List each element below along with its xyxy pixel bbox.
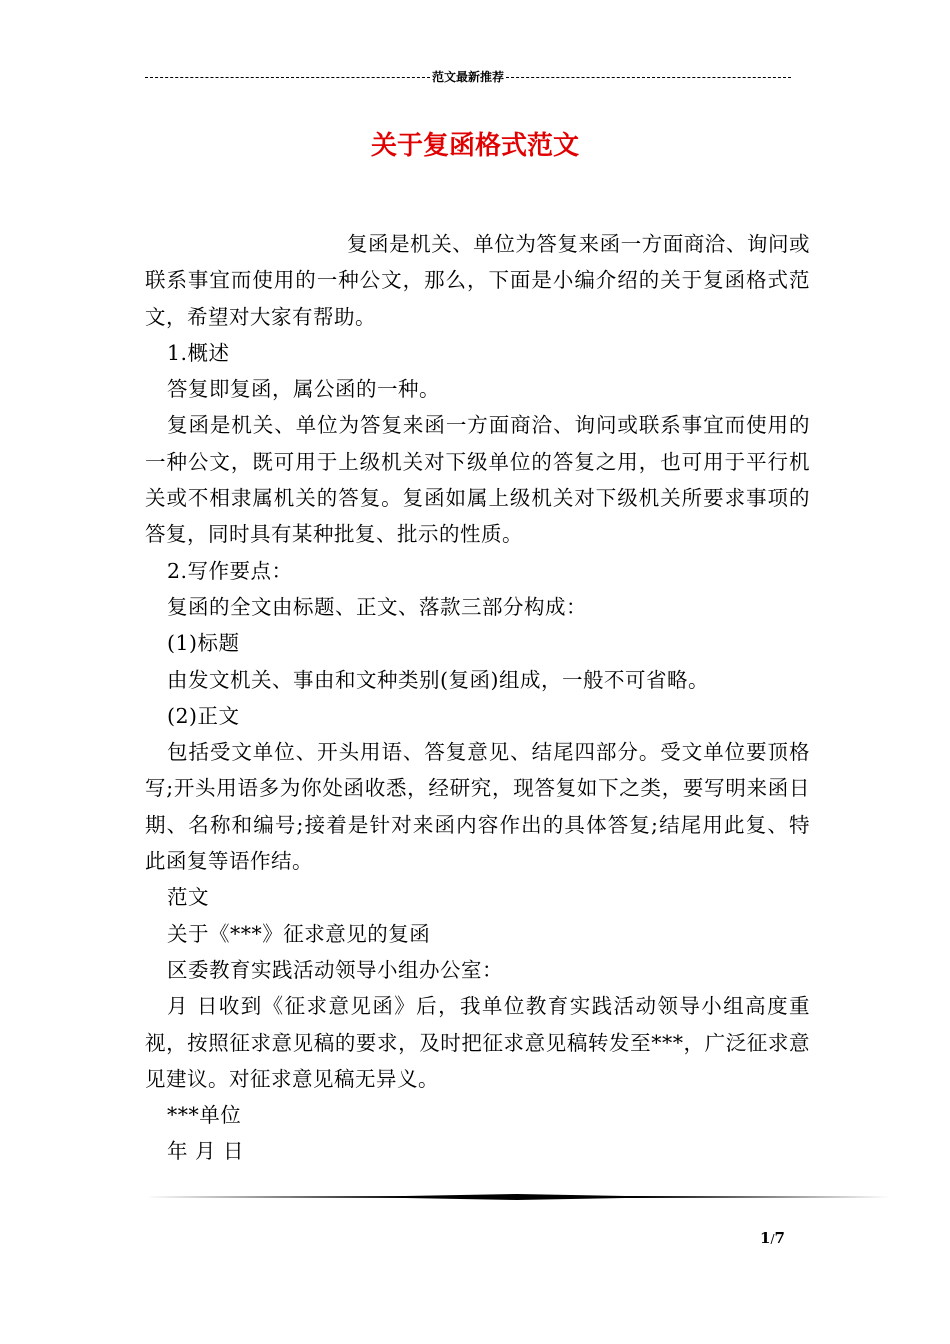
sample-body: 月 日收到《征求意见函》后，我单位教育实践活动领导小组高度重视，按照征求意见稿的要求，及时把征求意见稿转发至***，广泛征求意见建议。对征求意见稿无异义。 — [145, 994, 810, 1091]
document-title: 关于复函格式范文 — [370, 131, 579, 161]
subheading-body: (2)正文 — [167, 703, 240, 728]
sample-heading: 范文 — [167, 885, 209, 910]
page-separator: / — [770, 1232, 775, 1246]
page-header — [145, 70, 791, 84]
document-body — [145, 226, 810, 1170]
paragraph: 包括受文单位、开头用语、答复意见、结尾四部分。受文单位要顶格写;开头用语多为你处函收悉，经研究，现答复如下之类，要写明来函日期、名称和编号;接着是针对来函内容作出的具体答复;结尾用此复、特此函复等语作结。 — [145, 740, 810, 874]
header-dashed-line-right — [506, 77, 791, 78]
paragraph: 复函的全文由标题、正文、落款三部分构成： — [167, 594, 587, 619]
subheading-title: (1)标题 — [167, 631, 240, 656]
sample-recipient: 区委教育实践活动领导小组办公室： — [167, 957, 503, 982]
page-number — [760, 1228, 820, 1249]
sample-signature-unit: ***单位 — [167, 1103, 242, 1128]
header-dashed-line-left — [145, 77, 430, 78]
header-label: 范文最新推荐 — [432, 70, 505, 84]
footer-rule — [145, 1193, 890, 1201]
section-heading-writing-points: 2.写作要点： — [167, 558, 293, 583]
sample-signature-date: 年 月 日 — [167, 1139, 245, 1164]
sample-title: 关于《***》征求意见的复函 — [167, 921, 431, 946]
paragraph: 复函是机关、单位为答复来函一方面商洽、询问或联系事宜而使用的一种公文，既可用于上级机关对下级单位的答复之用，也可用于平行机关或不相隶属机关的答复。复函如属上级机关对下级机关所要求事项的答复，同时具有某种批复、批示的性质。 — [145, 413, 810, 547]
intro-paragraph: 复函是机关、单位为答复来函一方面商洽、询问或联系事宜而使用的一种公文，那么，下面是小编介绍的关于复函格式范文，希望对大家有帮助。 — [145, 232, 810, 329]
paragraph: 答复即复函，属公函的一种。 — [167, 377, 440, 402]
section-heading-overview: 1.概述 — [167, 340, 230, 365]
page-current: 1 — [760, 1229, 771, 1247]
page-total: 7 — [774, 1229, 785, 1247]
paragraph: 由发文机关、事由和文种类别(复函)组成，一般不可省略。 — [167, 667, 709, 692]
